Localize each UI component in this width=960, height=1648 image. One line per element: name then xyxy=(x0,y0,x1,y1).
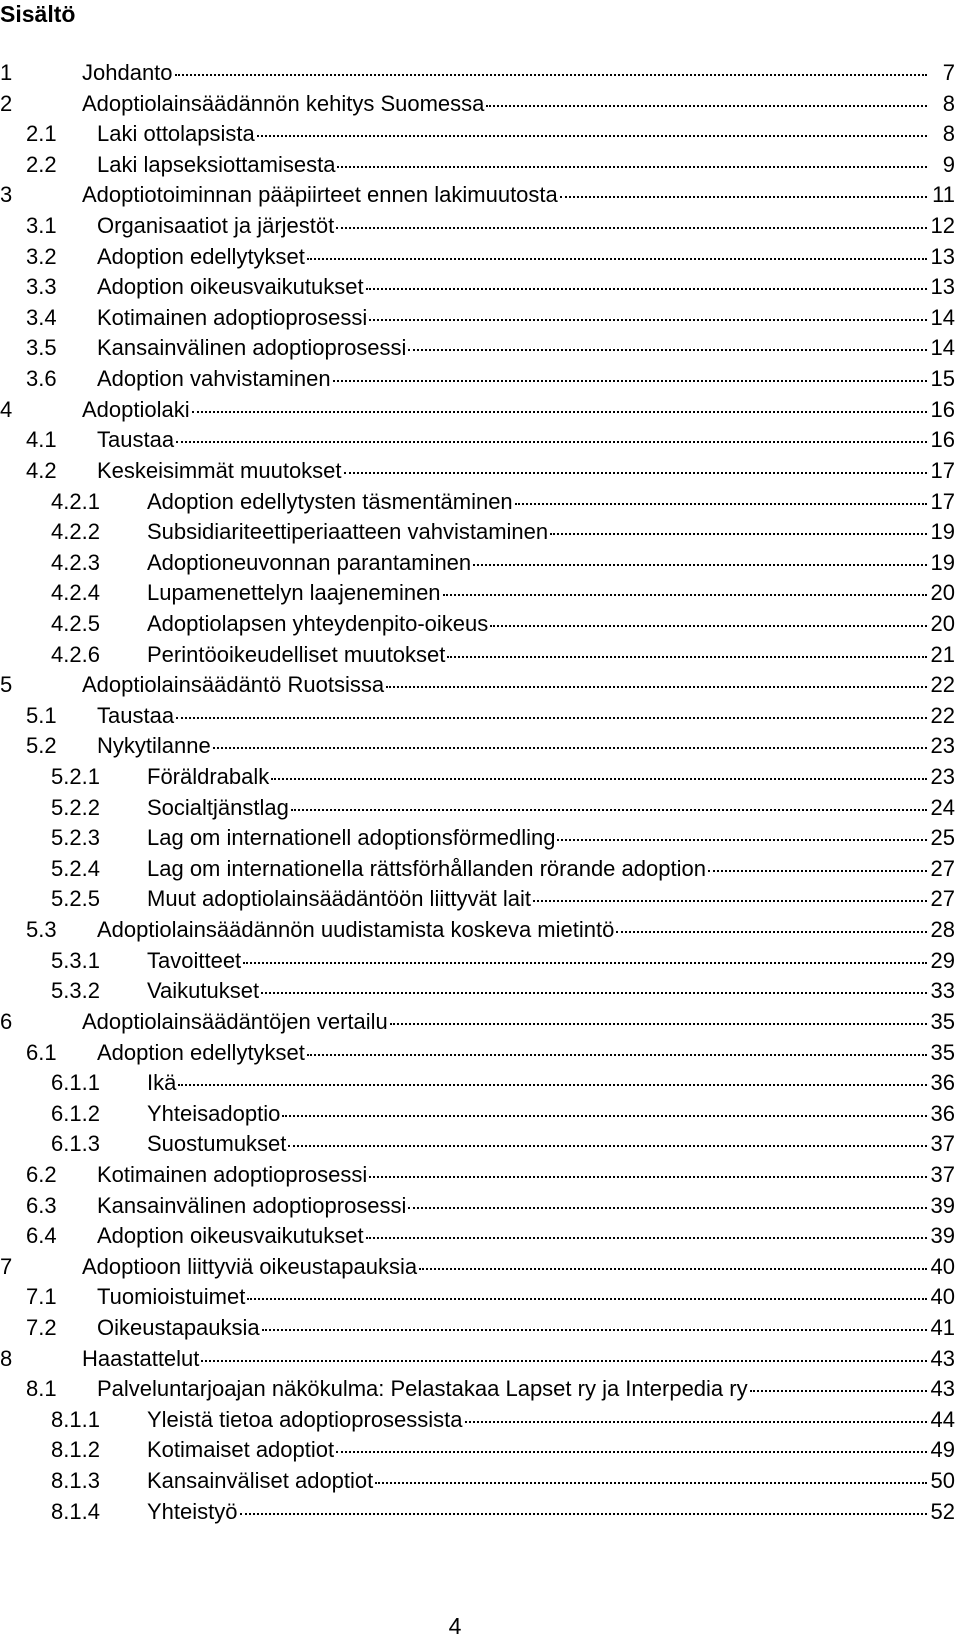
toc-entry-number: 6.1.3 xyxy=(51,1131,100,1157)
toc-entry-number: 8.1.4 xyxy=(51,1498,100,1524)
toc-entry[interactable] xyxy=(0,1221,955,1252)
dot-leader xyxy=(560,196,927,198)
toc-entry-body xyxy=(0,242,955,273)
toc-entry-page: 17 xyxy=(930,488,955,514)
toc-entry-number: 5.2.3 xyxy=(51,825,100,851)
toc-entry-body xyxy=(0,1252,955,1283)
toc-entry-title[interactable]: Johdanto xyxy=(82,60,173,85)
toc-entry-body xyxy=(0,1007,955,1038)
toc-entry-page: 27 xyxy=(930,855,955,881)
toc-entry-body xyxy=(0,333,955,364)
toc-entry-number: 7 xyxy=(0,1253,13,1279)
toc-entry-page: 20 xyxy=(930,580,955,606)
toc-entry[interactable] xyxy=(0,1038,955,1069)
toc-entry-number: 8 xyxy=(0,1345,13,1371)
toc-entry[interactable] xyxy=(0,578,955,609)
dot-leader xyxy=(447,656,927,658)
dot-leader xyxy=(550,533,927,535)
toc-entry[interactable] xyxy=(0,1466,955,1497)
toc-entry-body xyxy=(0,701,955,732)
toc-entry-page: 15 xyxy=(930,366,955,392)
toc-entry-page: 14 xyxy=(930,335,955,361)
toc-entry-title[interactable]: Adoption edellytysten täsmentäminen xyxy=(147,488,513,514)
toc-heading: Sisältö xyxy=(0,1,76,27)
toc-entry-page: 22 xyxy=(930,702,955,728)
toc-entry-title[interactable]: Oikeustapauksia xyxy=(97,1314,260,1340)
toc-entry-body xyxy=(0,1191,955,1222)
dot-leader xyxy=(708,870,927,872)
toc-entry-page: 41 xyxy=(930,1314,955,1340)
toc-entry-body xyxy=(0,1344,955,1375)
toc-entry-number: 8.1.2 xyxy=(51,1437,100,1463)
dot-leader xyxy=(257,135,927,137)
toc-entry-number: 2.1 xyxy=(26,121,57,147)
toc-entry-number: 1 xyxy=(0,60,13,85)
toc-entry-title[interactable]: Adoptiolainsäädäntöjen vertailu xyxy=(82,1008,388,1034)
toc-entry-title[interactable]: Subsidiariteettiperiaatteen vahvistaminen xyxy=(147,519,549,545)
toc-entry[interactable] xyxy=(0,242,955,273)
dot-leader xyxy=(375,1482,927,1484)
toc-entry-number: 3.3 xyxy=(26,274,57,300)
toc-entry-page: 49 xyxy=(930,1437,955,1463)
dot-leader xyxy=(366,1237,927,1239)
toc-entry-title[interactable]: Kotimaiset adoptiot xyxy=(147,1437,335,1463)
toc-entry-body xyxy=(0,1282,955,1313)
toc-entry-page: 50 xyxy=(930,1468,955,1494)
toc-entry-page: 13 xyxy=(930,274,955,300)
toc-entry-number: 4.2.4 xyxy=(51,580,100,606)
toc-entry-number: 5.2.5 xyxy=(51,886,100,912)
toc-entry-page: 25 xyxy=(930,825,955,851)
dot-leader xyxy=(366,288,927,290)
toc-entry-body xyxy=(0,456,955,487)
toc-entry[interactable] xyxy=(0,1191,955,1222)
dot-leader xyxy=(386,686,927,688)
dot-leader xyxy=(337,166,927,168)
toc-entry-body xyxy=(0,89,955,120)
toc-entry[interactable] xyxy=(0,1282,955,1313)
toc-entry-number: 4.2.3 xyxy=(51,549,100,575)
toc-entry-number: 6.1.1 xyxy=(51,1070,100,1096)
toc-entry-body xyxy=(0,58,955,89)
toc-entry-body xyxy=(0,1435,955,1466)
toc-entry-body xyxy=(0,425,955,456)
toc-entry-page: 9 xyxy=(942,151,955,177)
toc-entry-title[interactable]: Suostumukset xyxy=(147,1131,287,1157)
toc-entry[interactable] xyxy=(0,609,955,640)
toc-entry[interactable] xyxy=(0,1435,955,1466)
toc-entry-body xyxy=(0,915,955,946)
toc-entry[interactable] xyxy=(0,517,955,548)
toc-entry-title[interactable]: Adoptioon liittyviä oikeustapauksia xyxy=(82,1253,418,1279)
toc-entry-page: 24 xyxy=(930,794,955,820)
toc-entry-number: 5.1 xyxy=(26,702,57,728)
toc-entry-body xyxy=(0,272,955,303)
toc-entry[interactable] xyxy=(0,1068,955,1099)
toc-entry-page: 28 xyxy=(930,917,955,943)
toc-entry-title[interactable]: Palveluntarjoajan näkökulma: Pelastakaa Lapset ry ja Interpedia ry xyxy=(97,1376,748,1402)
toc-entry-number: 5.2.1 xyxy=(51,764,100,790)
toc-entry-page: 44 xyxy=(930,1406,955,1432)
toc-entry-number: 3 xyxy=(0,182,13,208)
toc-entry-number: 7.1 xyxy=(26,1284,57,1310)
toc-entry-page: 23 xyxy=(930,733,955,759)
toc-entry-page: 8 xyxy=(942,121,955,147)
toc-entry-body xyxy=(0,762,955,793)
dot-leader xyxy=(192,411,927,413)
toc-entry-page: 35 xyxy=(930,1039,955,1065)
dot-leader xyxy=(408,1207,927,1209)
toc-entry-title[interactable]: Adoptiolapsen yhteydenpito-oikeus xyxy=(147,610,489,636)
toc-entry[interactable] xyxy=(0,823,955,854)
toc-entry-title[interactable]: Kansainväliset adoptiot xyxy=(147,1468,374,1494)
toc-entry-page: 39 xyxy=(930,1223,955,1249)
toc-entry-page: 8 xyxy=(942,90,955,116)
toc-entry-number: 6.3 xyxy=(26,1192,57,1218)
toc-entry-body xyxy=(0,119,955,150)
toc-entry-number: 2.2 xyxy=(26,151,57,177)
toc-entry-body xyxy=(0,976,955,1007)
toc-entry-number: 6.1 xyxy=(26,1039,57,1065)
toc-entry[interactable] xyxy=(0,854,955,885)
dot-leader xyxy=(307,258,927,260)
dot-leader xyxy=(271,778,927,780)
dot-leader xyxy=(490,625,927,627)
toc-entry[interactable] xyxy=(0,1313,955,1344)
toc-entry-number: 6 xyxy=(0,1008,13,1034)
toc-entry-body xyxy=(0,150,955,181)
toc-entry-page: 16 xyxy=(930,396,955,422)
dot-leader xyxy=(473,564,927,566)
toc-entry-title[interactable]: Vaikutukset xyxy=(147,978,260,1004)
toc-entry[interactable] xyxy=(0,456,955,487)
toc-entry-page: 35 xyxy=(930,1008,955,1034)
toc-entry-title[interactable]: Taustaa xyxy=(97,427,175,453)
toc-entry-number: 5.3.1 xyxy=(51,947,100,973)
toc-entry-title[interactable]: Nykytilanne xyxy=(97,733,211,759)
toc-entry-body xyxy=(0,854,955,885)
toc-entry-title[interactable]: Organisaatiot ja järjestöt xyxy=(97,213,335,239)
toc-entry-page: 7 xyxy=(942,60,955,85)
dot-leader xyxy=(533,900,927,902)
toc-entry[interactable] xyxy=(0,487,955,518)
toc-entry[interactable] xyxy=(0,946,955,977)
toc-entry-title[interactable]: Taustaa xyxy=(97,702,175,728)
toc-entry[interactable] xyxy=(0,701,955,732)
toc-entry-title[interactable]: Yleistä tietoa adoptioprosessista xyxy=(147,1406,463,1432)
toc-entry[interactable] xyxy=(0,425,955,456)
toc-entry-body xyxy=(0,1068,955,1099)
dot-leader xyxy=(344,472,927,474)
toc-entry-page: 43 xyxy=(930,1376,955,1402)
toc-entry-page: 17 xyxy=(930,457,955,483)
toc-entry-body xyxy=(0,548,955,579)
toc-entry-title[interactable]: Lag om internationella rättsförhållanden rörande adoption xyxy=(147,855,706,881)
toc-entry-body xyxy=(0,211,955,242)
toc-entry-title[interactable]: Yhteistyö xyxy=(147,1498,238,1524)
toc-entry-title[interactable]: Ikä xyxy=(147,1070,177,1096)
toc-entry-page: 33 xyxy=(930,978,955,1004)
dot-leader xyxy=(261,992,927,994)
table-of-contents xyxy=(0,58,955,1527)
page-number: 4 xyxy=(448,1613,462,1639)
toc-entry-title[interactable]: Tavoitteet xyxy=(147,947,242,973)
dot-leader xyxy=(288,1145,927,1147)
dot-leader xyxy=(307,1054,927,1056)
toc-entry-body xyxy=(0,640,955,671)
dot-leader xyxy=(240,1513,928,1515)
toc-entry-title[interactable]: Adoptiolainsäädäntö Ruotsissa xyxy=(82,672,385,698)
toc-entry-page: 12 xyxy=(930,213,955,239)
toc-entry[interactable] xyxy=(0,670,955,701)
toc-entry[interactable] xyxy=(0,884,955,915)
toc-entry-number: 7.2 xyxy=(26,1314,57,1340)
toc-entry-page: 19 xyxy=(930,519,955,545)
toc-entry-number: 3.1 xyxy=(26,213,57,239)
toc-entry-number: 4 xyxy=(0,396,13,422)
toc-entry-body xyxy=(0,884,955,915)
toc-entry-page: 16 xyxy=(930,427,955,453)
toc-entry-title[interactable]: Tuomioistuimet xyxy=(97,1284,246,1310)
toc-entry[interactable] xyxy=(0,211,955,242)
toc-entry-page: 21 xyxy=(930,641,955,667)
dot-leader xyxy=(419,1268,927,1270)
toc-entry-page: 37 xyxy=(930,1161,955,1187)
dot-leader xyxy=(213,747,927,749)
toc-entry[interactable] xyxy=(0,89,955,120)
toc-entry-page: 43 xyxy=(930,1345,955,1371)
toc-entry-title[interactable]: Laki lapseksiottamisesta xyxy=(97,151,336,177)
toc-entry[interactable] xyxy=(0,180,955,211)
toc-entry-number: 6.2 xyxy=(26,1161,57,1187)
toc-entry-title[interactable]: Perintöoikeudelliset muutokset xyxy=(147,641,446,667)
toc-entry[interactable] xyxy=(0,548,955,579)
toc-entry[interactable] xyxy=(0,1099,955,1130)
toc-entry-number: 3.4 xyxy=(26,304,57,330)
dot-leader xyxy=(201,1360,927,1362)
dot-leader xyxy=(282,1115,927,1117)
dot-leader xyxy=(262,1329,927,1331)
toc-entry-body xyxy=(0,517,955,548)
toc-entry[interactable] xyxy=(0,976,955,1007)
toc-entry-title[interactable]: Kansainvälinen adoptioprosessi xyxy=(97,335,407,361)
toc-entry-title[interactable]: Adoption edellytykset xyxy=(97,243,305,269)
toc-entry-body xyxy=(0,1374,955,1405)
toc-entry[interactable] xyxy=(0,395,955,426)
dot-leader xyxy=(176,441,927,443)
toc-entry-number: 2 xyxy=(0,90,13,116)
toc-entry[interactable] xyxy=(0,793,955,824)
toc-entry-body xyxy=(0,609,955,640)
toc-entry-title[interactable]: Yhteisadoptio xyxy=(147,1100,281,1126)
toc-entry[interactable] xyxy=(0,1344,955,1375)
toc-entry-title[interactable]: Adoption vahvistaminen xyxy=(97,366,331,392)
toc-entry-body xyxy=(0,1099,955,1130)
toc-entry-title[interactable]: Socialtjänstlag xyxy=(147,794,289,820)
toc-entry-body xyxy=(0,793,955,824)
dot-leader xyxy=(390,1023,927,1025)
toc-entry[interactable] xyxy=(0,303,955,334)
toc-entry-page: 39 xyxy=(930,1192,955,1218)
toc-entry-body xyxy=(0,395,955,426)
toc-entry-page: 40 xyxy=(930,1284,955,1310)
toc-entry[interactable] xyxy=(0,1252,955,1283)
toc-entry[interactable] xyxy=(0,119,955,150)
dot-leader xyxy=(750,1390,927,1392)
toc-entry[interactable] xyxy=(0,272,955,303)
toc-entry-number: 4.2.6 xyxy=(51,641,100,667)
toc-entry[interactable] xyxy=(0,915,955,946)
toc-entry-title[interactable]: Muut adoptiolainsäädäntöön liittyvät lait xyxy=(147,886,532,912)
toc-entry-title[interactable]: Laki ottolapsista xyxy=(97,121,255,147)
toc-entry[interactable] xyxy=(0,1405,955,1436)
toc-entry-page: 13 xyxy=(930,243,955,269)
toc-entry-body xyxy=(0,1038,955,1069)
dot-leader xyxy=(465,1421,927,1423)
toc-entry-page: 20 xyxy=(930,610,955,636)
dot-leader xyxy=(247,1298,927,1300)
dot-leader xyxy=(369,1176,927,1178)
dot-leader xyxy=(369,319,927,321)
dot-leader xyxy=(333,380,927,382)
dot-leader xyxy=(557,839,927,841)
toc-entry-title[interactable]: Föräldrabalk xyxy=(147,764,270,790)
toc-entry-body xyxy=(0,670,955,701)
toc-entry-number: 4.2.5 xyxy=(51,610,100,636)
toc-entry-body xyxy=(0,1497,955,1528)
toc-entry[interactable] xyxy=(0,640,955,671)
toc-entry-number: 4.2.1 xyxy=(51,488,100,514)
toc-entry-title[interactable]: Adoptiolainsäädännön kehitys Suomessa xyxy=(82,90,485,116)
toc-entry-number: 3.6 xyxy=(26,366,57,392)
toc-entry-number: 5.2 xyxy=(26,733,57,759)
toc-entry-number: 3.2 xyxy=(26,243,57,269)
toc-entry-number: 8.1 xyxy=(26,1376,57,1402)
toc-entry[interactable] xyxy=(0,1007,955,1038)
toc-entry-page: 37 xyxy=(930,1131,955,1157)
toc-entry-title[interactable]: Adoption oikeusvaikutukset xyxy=(97,1223,364,1249)
toc-entry-body xyxy=(0,823,955,854)
toc-entry[interactable] xyxy=(0,364,955,395)
toc-entry-page: 23 xyxy=(930,764,955,790)
toc-entry-number: 5.3.2 xyxy=(51,978,100,1004)
toc-entry-title[interactable]: Adoptiolaki xyxy=(82,396,190,422)
toc-entry-body xyxy=(0,1129,955,1160)
dot-leader xyxy=(486,105,927,107)
dot-leader xyxy=(291,809,927,811)
toc-entry-title[interactable]: Adoption oikeusvaikutukset xyxy=(97,274,364,300)
toc-entry[interactable] xyxy=(0,1129,955,1160)
toc-entry-page: 27 xyxy=(930,886,955,912)
dot-leader xyxy=(178,1084,927,1086)
toc-entry-title[interactable]: Adoptiolainsäädännön uudistamista koskeva mietintö xyxy=(97,917,615,943)
toc-entry[interactable] xyxy=(0,1497,955,1528)
toc-entry-number: 5.3 xyxy=(26,917,57,943)
dot-leader xyxy=(515,503,927,505)
toc-entry-title[interactable]: Haastattelut xyxy=(82,1345,200,1371)
toc-entry-number: 8.1.3 xyxy=(51,1468,100,1494)
toc-entry[interactable] xyxy=(0,731,955,762)
toc-entry-title[interactable]: Adoptioneuvonnan parantaminen xyxy=(147,549,472,575)
toc-entry-number: 4.2.2 xyxy=(51,519,100,545)
toc-entry-number: 6.1.2 xyxy=(51,1100,100,1126)
toc-entry[interactable] xyxy=(0,1374,955,1405)
toc-entry-body xyxy=(0,180,955,211)
toc-entry-body xyxy=(0,946,955,977)
toc-entry-body xyxy=(0,1313,955,1344)
toc-entry-page: 36 xyxy=(930,1070,955,1096)
toc-entry-number: 8.1.1 xyxy=(51,1406,100,1432)
toc-entry-body xyxy=(0,303,955,334)
dot-leader xyxy=(336,1451,927,1453)
toc-entry-body xyxy=(0,731,955,762)
toc-entry-title[interactable]: Kotimainen adoptioprosessi xyxy=(97,304,368,330)
toc-entry-body xyxy=(0,1466,955,1497)
toc-entry-number: 4.1 xyxy=(26,427,57,453)
toc-entry-number: 5.2.4 xyxy=(51,855,100,881)
toc-entry-page: 11 xyxy=(932,182,955,208)
toc-entry-body xyxy=(0,1160,955,1191)
toc-entry-body xyxy=(0,578,955,609)
toc-entry-title[interactable]: Lag om internationell adoptionsförmedling xyxy=(147,825,556,851)
toc-entry-title[interactable]: Lupamenettelyn laajeneminen xyxy=(147,580,441,606)
toc-entry-body xyxy=(0,1405,955,1436)
toc-entry-title[interactable]: Adoptiotoiminnan pääpiirteet ennen lakimuutosta xyxy=(82,182,558,208)
toc-entry-page: 29 xyxy=(930,947,955,973)
toc-entry-number: 5.2.2 xyxy=(51,794,100,820)
toc-entry[interactable] xyxy=(0,1160,955,1191)
dot-leader xyxy=(616,931,927,933)
toc-entry-number: 5 xyxy=(0,672,13,698)
toc-entry-number: 3.5 xyxy=(26,335,57,361)
toc-entry[interactable] xyxy=(0,150,955,181)
dot-leader xyxy=(443,594,927,596)
toc-entry-number: 6.4 xyxy=(26,1223,57,1249)
toc-entry[interactable] xyxy=(0,58,955,89)
toc-entry-page: 52 xyxy=(930,1498,955,1524)
toc-entry[interactable] xyxy=(0,333,955,364)
toc-entry-page: 40 xyxy=(930,1253,955,1279)
toc-entry-body xyxy=(0,1221,955,1252)
toc-entry-number: 4.2 xyxy=(26,457,57,483)
toc-entry-title[interactable]: Kansainvälinen adoptioprosessi xyxy=(97,1192,407,1218)
toc-entry-body xyxy=(0,364,955,395)
dot-leader xyxy=(176,717,927,719)
toc-entry-page: 19 xyxy=(930,549,955,575)
dot-leader xyxy=(175,74,927,76)
dot-leader xyxy=(243,962,927,964)
toc-entry-title[interactable]: Adoption edellytykset xyxy=(97,1039,305,1065)
dot-leader xyxy=(336,227,927,229)
dot-leader xyxy=(408,349,927,351)
toc-entry-title[interactable]: Keskeisimmät muutokset xyxy=(97,457,342,483)
toc-entry-page: 22 xyxy=(930,672,955,698)
toc-entry-page: 14 xyxy=(930,304,955,330)
toc-entry[interactable] xyxy=(0,762,955,793)
toc-entry-body xyxy=(0,487,955,518)
toc-entry-title[interactable]: Kotimainen adoptioprosessi xyxy=(97,1161,368,1187)
toc-entry-page: 36 xyxy=(930,1100,955,1126)
